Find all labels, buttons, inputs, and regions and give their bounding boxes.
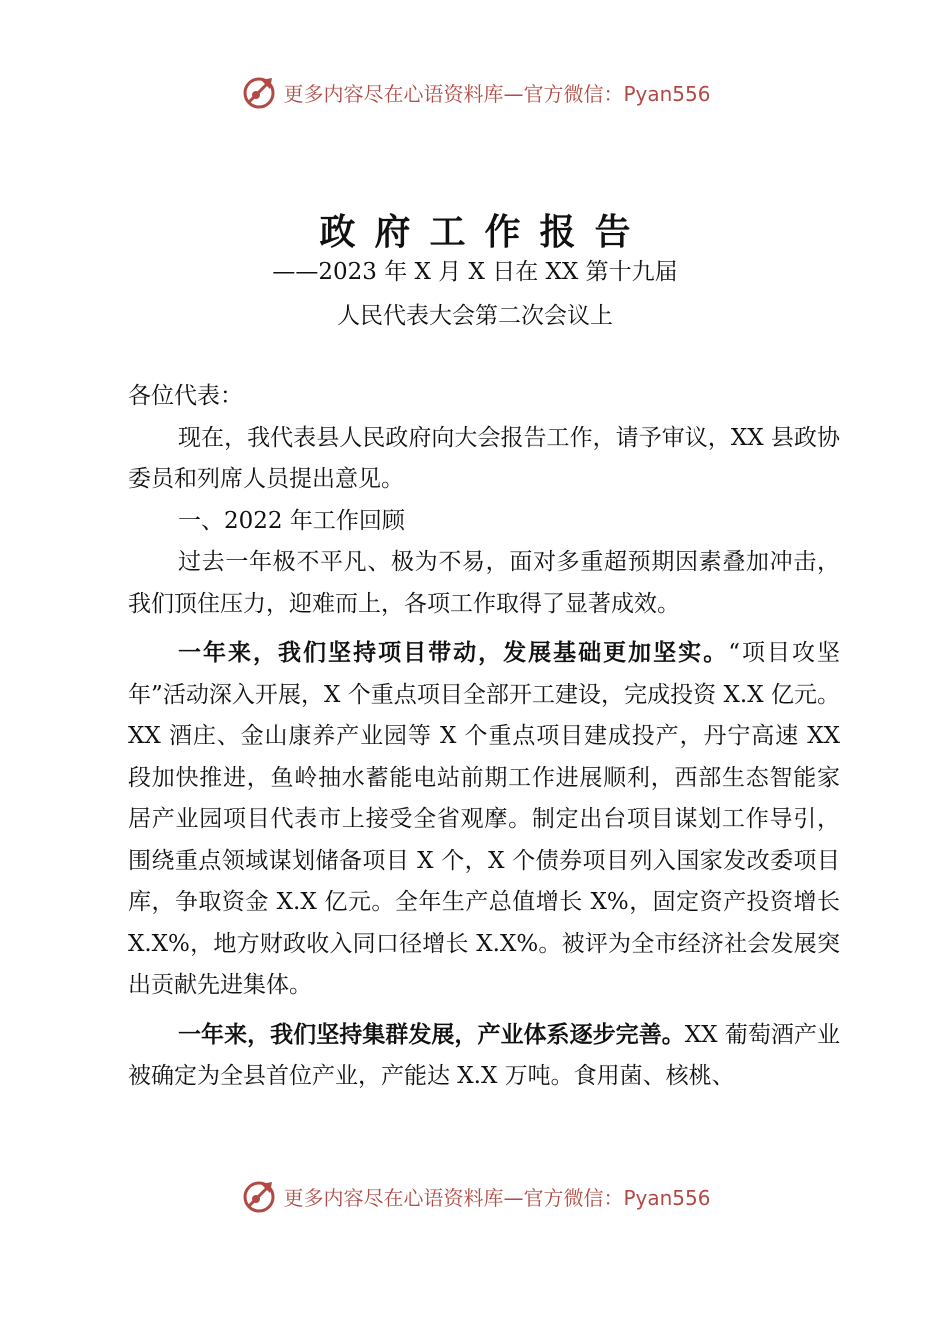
salutation: 各位代表： bbox=[128, 383, 243, 409]
intro-paragraph: 现在，我代表县人民政府向大会报告工作，请予审议，XX 县政协委员和列席人员提出意见。 bbox=[128, 424, 840, 492]
logo-icon bbox=[239, 1176, 279, 1216]
watermark-banner-top bbox=[0, 70, 950, 114]
document-title: 政府工作报告 bbox=[319, 212, 650, 253]
industry-paragraph-lead: 一年来，我们坚持集群发展，产业体系逐步完善。 bbox=[178, 1021, 685, 1048]
watermark-text: 更多内容尽在心语资料库—官方微信：Pyan556 bbox=[283, 81, 711, 106]
document-subtitle-line-1: ——2023 年 X 月 X 日在 XX 第十九届 bbox=[272, 259, 678, 285]
project-paragraph-body: “项目攻坚年”活动深入开展，X 个重点项目全部开工建设，完成投资 X.X 亿元。XX 酒庄、金山康养产业园等 X 个重点项目建成投产，丹宁高速 XX 段加快推进，鱼岭抽水蓄能电站前期工作进展顺利，西部生态智能家居产业园项目代表市上接受全省观摩。制定出台项目谋划工作导引，围绕重点领域谋划储备项目 X 个，X 个债券项目列入国家发改委项目库，争取资金 X.X 亿元。全年生产总值增长 X%，固定资产投资增长 X.X%，地方财政收入同口径增长 X.X%。被评为全市经济社会发展突出贡献先进集体。 bbox=[128, 640, 840, 998]
industry-paragraph-body: XX 葡萄酒产业被确定为全县首位产业，产能达 X.X 万吨。食用菌、核桃、 bbox=[128, 1021, 840, 1089]
document-subtitle-line-2: 人民代表大会第二次会议上 bbox=[337, 303, 613, 329]
project-paragraph-lead: 一年来，我们坚持项目带动，发展基础更加坚实。 bbox=[178, 640, 729, 666]
watermark-banner-bottom bbox=[0, 1174, 950, 1218]
section-heading: 一、2022 年工作回顾 bbox=[178, 507, 405, 534]
document-body bbox=[128, 376, 840, 1098]
section-intro-paragraph: 过去一年极不平凡、极为不易，面对多重超预期因素叠加冲击，我们顶住压力，迎难而上，各项工作取得了显著成效。 bbox=[128, 549, 840, 617]
industry-paragraph bbox=[128, 1015, 840, 1098]
watermark-text: 更多内容尽在心语资料库—官方微信：Pyan556 bbox=[283, 1185, 711, 1210]
logo-icon bbox=[239, 72, 279, 112]
project-paragraph bbox=[128, 633, 840, 1007]
